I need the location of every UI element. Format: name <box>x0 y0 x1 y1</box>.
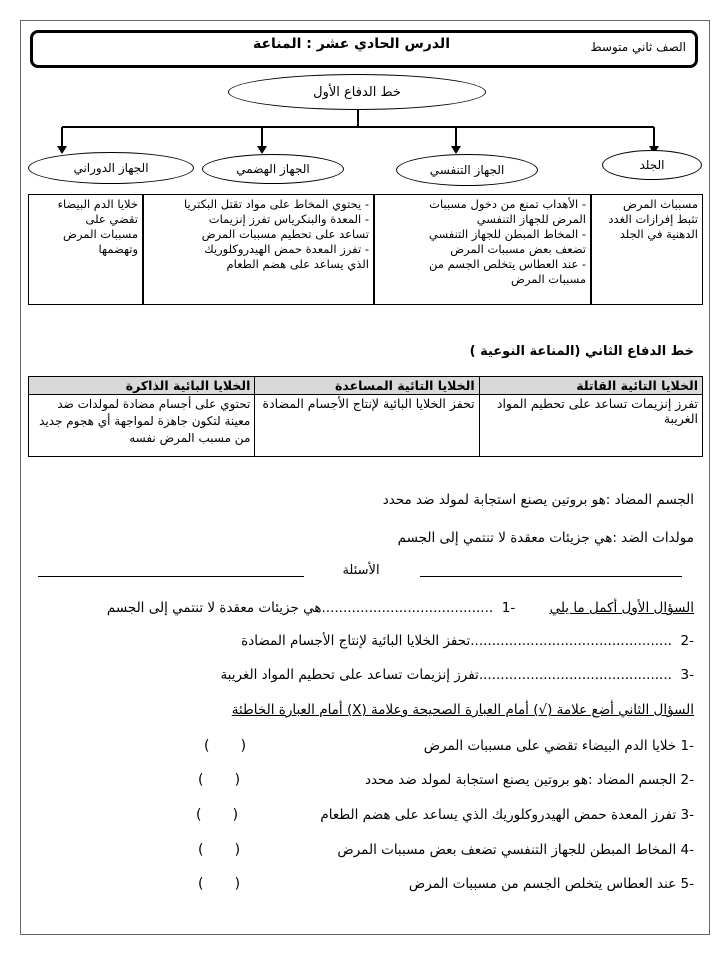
grade-label: الصف ثاني متوسط <box>590 40 686 54</box>
respiratory-description <box>374 194 591 305</box>
branch-respiratory-label: الجهاز التنفسي <box>429 163 505 177</box>
circulatory-line: وتهضمها <box>98 242 138 256</box>
col-killer-t-header: الخلايا التائية القاتلة <box>479 377 702 395</box>
branch-circulatory-label: الجهاز الدوراني <box>73 161 149 175</box>
q2-item-2 <box>365 772 694 788</box>
answer-blank: ............................................... <box>470 633 672 649</box>
branch-respiratory-ellipse <box>396 154 538 186</box>
answer-box[interactable]: ( ) <box>198 842 241 858</box>
second-line-table <box>28 376 703 457</box>
skin-line: مسببات المرض <box>623 197 698 211</box>
respiratory-line: المرض للجهاز التنفسي <box>476 212 586 226</box>
branch-digestive-label: الجهاز الهضمي <box>236 162 310 176</box>
respiratory-line: تضعف بعض مسببات المرض <box>450 242 586 256</box>
respiratory-line: - عند العطاس يتخلص الجسم من <box>429 257 586 271</box>
q1-item-2 <box>241 633 694 649</box>
answer-box[interactable]: ( ) <box>196 807 239 823</box>
table-header-row <box>29 377 703 395</box>
answer-blank: ........................................ <box>321 600 494 616</box>
branch-digestive-ellipse <box>202 154 344 184</box>
q2-statement: المخاط المبطن للجهاز التنفسي تضعف بعض مسببات المرض <box>337 842 677 858</box>
q2-num: -4 <box>680 842 694 858</box>
q1-answer: هي جزيئات معقدة لا تنتمي إلى الجسم <box>106 600 322 616</box>
col-helper-t-header: الخلايا التائية المساعدة <box>255 377 479 395</box>
q2-num: -1 <box>680 738 694 754</box>
q2-num: -2 <box>680 772 694 788</box>
circulatory-description <box>28 194 143 305</box>
q2-item-3 <box>320 807 694 823</box>
q1-answer: تحفز الخلايا البائية لإنتاج الأجسام المضادة <box>241 633 471 649</box>
q1-item-3 <box>220 667 694 683</box>
digestive-line: - المعدة والبنكرياس تفرز إنزيمات <box>208 212 369 226</box>
circulatory-line: خلايا الدم البيضاء <box>57 197 138 211</box>
first-line-title: خط الدفاع الأول <box>313 84 401 100</box>
q2-title: السؤال الثاني أضع علامة (√) أمام العبارة الصحيحة وعلامة (X) أمام العبارة الخاطئة <box>231 702 694 718</box>
second-line-title: خط الدفاع الثاني (المناعة النوعية ) <box>469 344 694 359</box>
q2-item-1 <box>424 738 694 754</box>
q2-statement: تفرز المعدة حمض الهيدروكلوريك الذي يساعد على هضم الطعام <box>320 807 677 823</box>
q2-statement: خلايا الدم البيضاء تقضي على مسببات المرض <box>423 738 677 754</box>
answer-box[interactable]: ( ) <box>198 876 241 892</box>
antigen-definition: مولدات الضد :هي جزيئات معقدة لا تنتمي إلى الجسم <box>397 530 694 546</box>
first-line-ellipse <box>228 74 486 110</box>
respiratory-line: مسببات المرض <box>511 272 586 286</box>
col-memory-b-header: الخلايا البائية الذاكرة <box>29 377 255 395</box>
divider-right <box>420 576 682 577</box>
q2-num: -3 <box>680 807 694 823</box>
skin-line: تثبط إفرازات الغدد <box>608 212 698 226</box>
skin-line: الدهنية في الجلد <box>619 227 698 241</box>
col-killer-t-text: تفرز إنزيمات تساعد على تحطيم المواد الغريبة <box>479 395 702 457</box>
circulatory-line: تقضي على <box>85 212 138 226</box>
q1-item-1 <box>107 600 694 616</box>
q2-num: -5 <box>680 876 694 892</box>
digestive-line: الذي يساعد على هضم الطعام <box>226 257 369 271</box>
digestive-line: - تفرز المعدة حمض الهيدروكلوريك <box>204 242 369 256</box>
antibody-definition: الجسم المضاد :هو بروتين يصنع استجابة لمولد ضد محدد <box>382 492 694 508</box>
branch-skin-ellipse <box>602 150 702 180</box>
q1-num: -2 <box>680 633 694 649</box>
digestive-description <box>143 194 374 305</box>
respiratory-line: - المخاط المبطن للجهاز التنفسي <box>428 227 586 241</box>
circulatory-line: مسببات المرض <box>63 227 138 241</box>
col-memory-b-text: تحتوي على أجسام مضادة لمولدات ضد معينة لتكون جاهزة لمواجهة أي هجوم جديد من مسبب المرض نفسه <box>29 395 255 457</box>
divider-left <box>38 576 304 577</box>
q1-answer: تفرز إنزيمات تساعد على تحطيم المواد الغريبة <box>220 667 479 683</box>
table-row <box>29 395 703 457</box>
answer-box[interactable]: ( ) <box>204 738 247 754</box>
digestive-line: - يحتوي المخاط على مواد تقتل البكتريا <box>184 197 369 211</box>
questions-title: الأسئلة <box>342 563 380 578</box>
q1-title: السؤال الأول أكمل ما يلي <box>549 600 694 616</box>
q1-num: -3 <box>680 667 694 683</box>
q2-statement: عند العطاس يتخلص الجسم من مسببات المرض <box>408 876 677 892</box>
lesson-title: الدرس الحادي عشر : المناعة <box>252 36 450 52</box>
answer-box[interactable]: ( ) <box>198 772 241 788</box>
answer-blank: ............................................. <box>478 667 672 683</box>
branch-circulatory-ellipse <box>28 152 194 184</box>
q2-statement: الجسم المضاد :هو بروتين يصنع استجابة لمولد ضد محدد <box>364 772 677 788</box>
respiratory-line: - الأهداب تمنع من دخول مسببات <box>429 197 586 211</box>
q1-num: -1 <box>501 600 516 616</box>
q2-item-5 <box>409 876 694 892</box>
col-helper-t-text: تحفز الخلايا البائية لإنتاج الأجسام المضادة <box>255 395 479 457</box>
skin-description <box>591 194 703 305</box>
digestive-line: تساعد على تحطيم مسببات المرض <box>201 227 369 241</box>
branch-skin-label: الجلد <box>639 158 665 172</box>
q2-item-4 <box>337 842 694 858</box>
